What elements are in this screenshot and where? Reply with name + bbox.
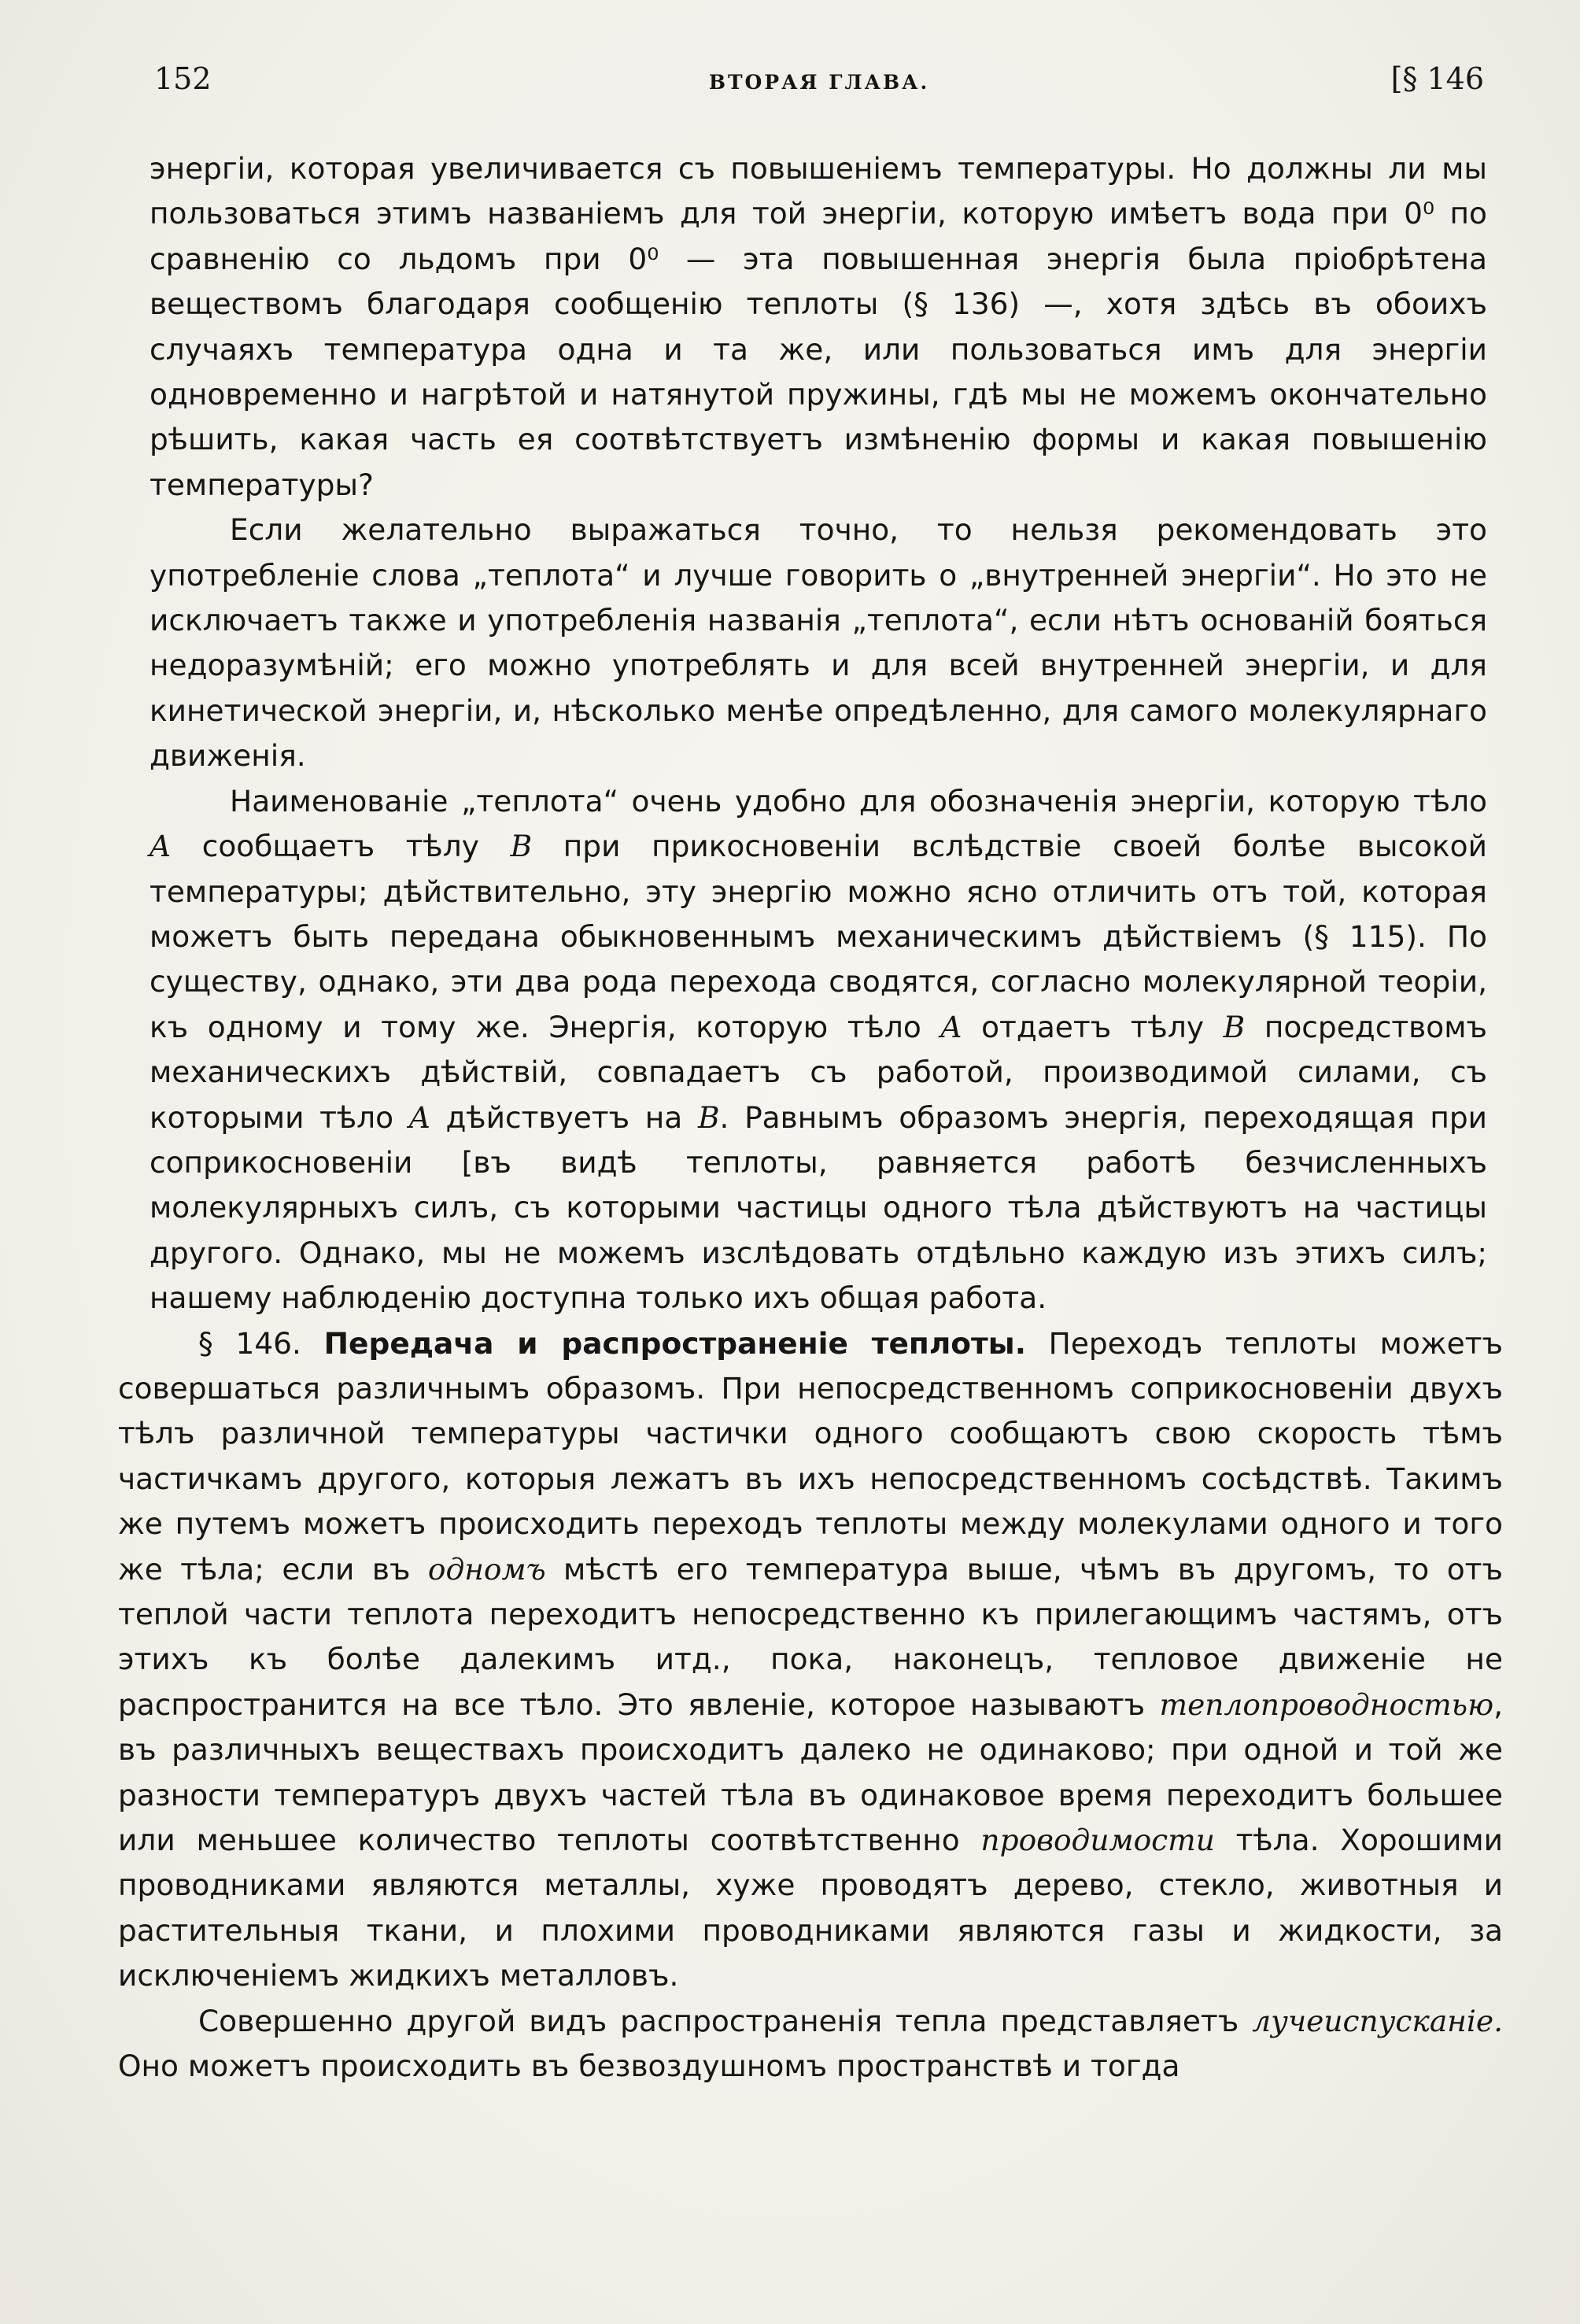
page-header <box>154 61 1484 109</box>
paragraph-4-text: мѣстѣ его температура выше, чѣмъ въ другомъ, то отъ теплой части теплота переходитъ непосредственно къ прилегающимъ частямъ, отъ этихъ къ болѣе далекимъ итд., пока, наконецъ, тепловое движеніе не распространится на все тѣло. Это явленіе, которое называютъ <box>118 1551 1503 1722</box>
emphasis-term: теплопроводностью <box>1159 1687 1494 1722</box>
paragraph-3-text: Наименованіе „теплота“ очень удобно для обозначенія энергіи, которую тѣло <box>230 783 1487 818</box>
paragraph-5-text: Совершенно другой видъ распространенія тепла представляетъ <box>198 2003 1253 2038</box>
body-B-symbol: B <box>697 1099 720 1135</box>
paragraph-5-text: Оно можетъ происходить въ безвоздушномъ пространствѣ и тогда <box>118 2049 1180 2084</box>
body-A-symbol: A <box>150 829 172 864</box>
paragraph-4-text: , въ различныхъ веществахъ происходитъ далеко не одинаково; при одной и той же разности температуръ двухъ частей тѣла въ одинаковое время переходитъ большее или меньшее количество теплоты соотвѣтственно <box>118 1687 1503 1858</box>
emphasis-term: проводимости <box>980 1823 1215 1858</box>
body-B-symbol: B <box>1223 1009 1246 1044</box>
paragraph-5 <box>118 1999 1503 2089</box>
section-reference: [§ 146 <box>1390 61 1484 96</box>
paragraph-3 <box>150 779 1487 1321</box>
paragraph-1: энергіи, которая увеличивается съ повышеніемъ температуры. Но должны ли мы пользоваться этимъ названіемъ для той энергіи, которую имѣетъ вода при 0⁰ по сравненію со льдомъ при 0⁰ — эта повышенная энергія была пріобрѣтена веществомъ благодаря сообщенію теплоты (§ 136) —, хотя здѣсь въ обоихъ случаяхъ температура одна и та же, или пользоваться имъ для энергіи одновременно и нагрѣтой и натянутой пружины, гдѣ мы не можемъ окончательно рѣшить, какая часть ея соотвѣтствуетъ измѣненію формы и какая повышенію температуры? <box>150 151 1487 502</box>
paragraph-3-text: посредствомъ механическихъ дѣйствій, совпадаетъ съ работой, производимой силами, съ которыми тѣло <box>150 1009 1488 1135</box>
body-A-symbol: A <box>940 1009 962 1044</box>
paragraph-4 <box>118 1321 1503 1999</box>
paragraph-4-text: тѣла. Хорошими проводниками являются металлы, хуже проводятъ дерево, стекло, животныя и растительныя ткани, и плохими проводниками являются газы и жидкости, за исключеніемъ жидкихъ металловъ. <box>118 1823 1503 1993</box>
body-A-symbol: A <box>408 1099 430 1135</box>
emphasis-term: лучеиспусканіе. <box>1252 2003 1503 2038</box>
section-number: § 146. <box>198 1325 301 1361</box>
paragraph-3-text: отдаетъ тѣлу <box>962 1009 1224 1044</box>
paragraph-3-text: . Равнымъ образомъ энергія, переходящая при соприкосновеніи [въ видѣ теплоты, равняется работѣ безчисленныхъ молекулярныхъ силъ, съ которыми частицы одного тѣла дѣйствуютъ на частицы другого. Однако, мы не можемъ изслѣдовать отдѣльно каждую изъ этихъ силъ; нашему наблюденію доступна только ихъ общая работа. <box>150 1099 1488 1316</box>
paragraph-2: Если желательно выражаться точно, то нельзя рекомендовать это употребленіе слова „теплота“ и лучше говорить о „внутренней энергіи“. Но это не исключаетъ также и употребленія названія „теплота“, если нѣтъ основаній бояться недоразумѣній; его можно употреблять и для всей внутренней энергіи, и для кинетической энергіи, и, нѣсколько менѣе опредѣленно, для самого молекулярнаго движенія. <box>150 512 1487 774</box>
paragraph-3-text: сообщаетъ тѣлу <box>171 829 511 864</box>
body-B-symbol: B <box>510 829 533 864</box>
paragraph-3-text: при прикосновеніи вслѣдствіе своей болѣе высокой температуры; дѣйствительно, эту энергію можно ясно отличить отъ той, которая можетъ быть передана обыкновеннымъ механическимъ дѣйствіемъ (§ 115). По существу, однако, эти два рода перехода сводятся, согласно молекулярной теоріи, къ одному и тому же. Энергія, которую тѣло <box>150 829 1487 1044</box>
emphasis-term: одномъ <box>427 1551 546 1587</box>
running-title: ВТОРАЯ ГЛАВА. <box>708 71 930 94</box>
paragraph-3-text: дѣйствуетъ на <box>430 1099 698 1135</box>
page-number: 152 <box>154 61 212 96</box>
paragraph-4-text: Переходъ теплоты можетъ совершаться различнымъ образомъ. При непосредственномъ соприкосновеніи двухъ тѣлъ различной температуры частички одного сообщаютъ свою скорость тѣмъ частичкамъ другого, которыя лежатъ въ ихъ непосредственномъ сосѣдствѣ. Такимъ же путемъ можетъ происходить переходъ теплоты между молекулами одного и того же тѣла; если въ <box>118 1325 1503 1587</box>
body-text <box>118 146 1503 2089</box>
section-heading: Передача и распространеніе теплоты. <box>323 1325 1026 1361</box>
